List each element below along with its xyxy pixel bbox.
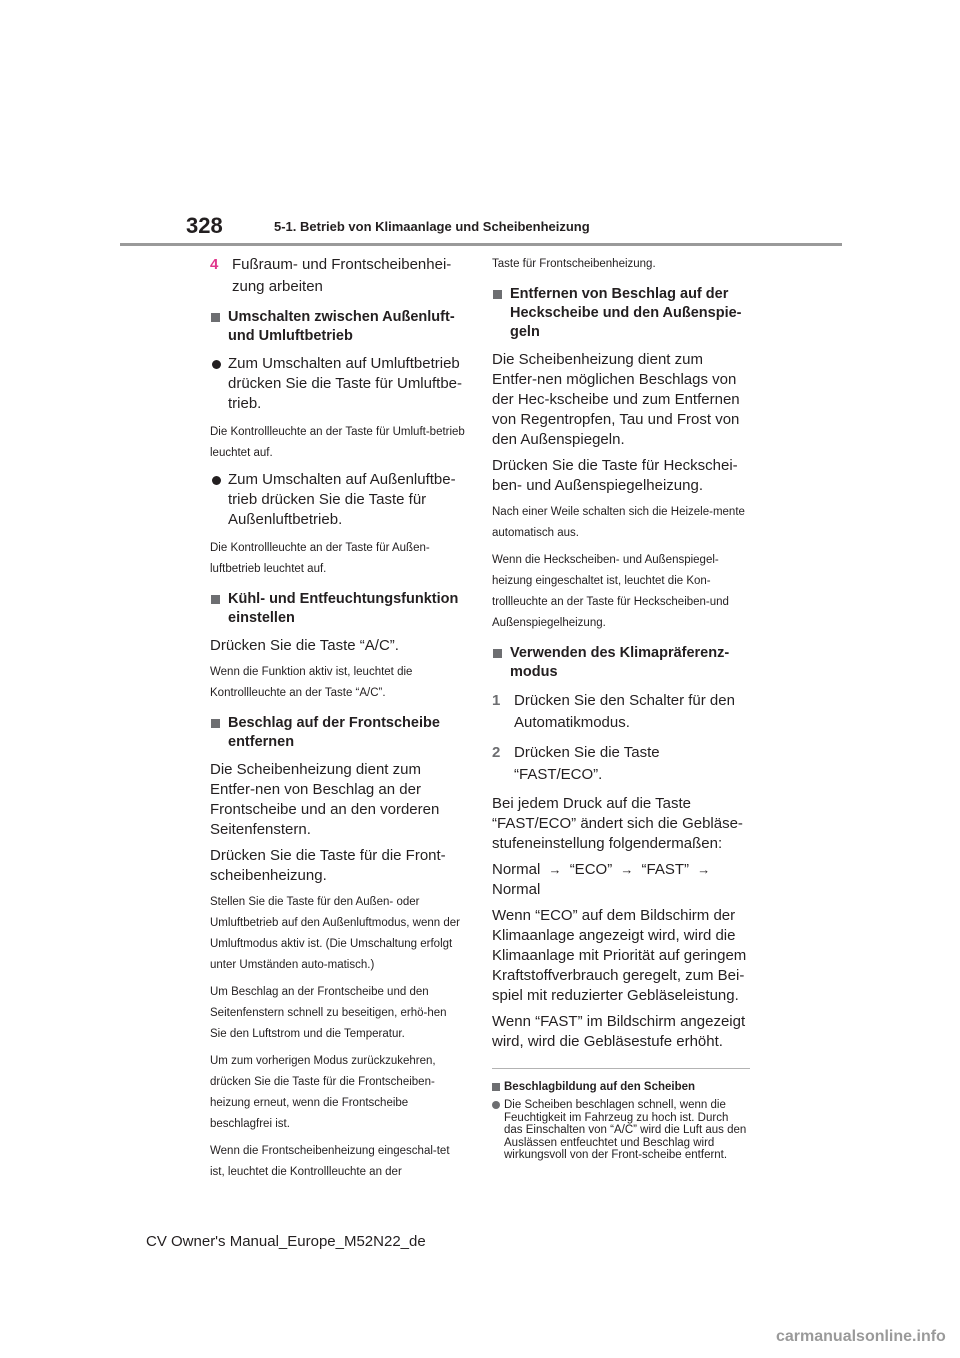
note-front-2: Um Beschlag an der Frontscheibe und den Seitenfenstern schnell zu beseitigen, erhö-hen Sie den Luftstrom und die Temperatur. <box>210 986 447 1040</box>
step-number: 4 <box>210 256 219 273</box>
step-number: 2 <box>492 744 501 761</box>
note-heck-1: Nach einer Weile schalten sich die Heizele-mente automatisch aus. <box>492 506 745 539</box>
para-heck-1: Die Scheibenheizung dient zum Entfer-nen möglichen Beschlags von der Hec-kscheibe und zum Entfernen von Regentropfen, Tau und Frost von den Außenspiegeln. <box>492 351 740 448</box>
step-1 <box>492 690 750 734</box>
step-text: Fußraum- und Frontscheibenhei-zung arbeiten <box>232 256 452 295</box>
heading-text: Umschalten zwischen Außenluft- und Umluftbetrieb <box>228 309 455 344</box>
square-bullet-icon <box>211 595 220 604</box>
note-front-1: Stellen Sie die Taste für den Außen- oder Umluftbetrieb auf den Außenluftmodus, wenn der Umluftmodus aktiv ist. (Die Umschaltung erfolgt unter Umständen auto-matisch.) <box>210 896 460 971</box>
heading-frontscheibe <box>210 714 466 752</box>
section-title: 5-1. Betrieb von Klimaanlage und Scheibenheizung <box>274 219 590 234</box>
square-bullet-icon <box>493 290 502 299</box>
note-front-4: Wenn die Frontscheibenheizung eingeschal-tet ist, leuchtet die Kontrollleuchte an der <box>210 1145 450 1178</box>
para-front-2: Drücken Sie die Taste für die Front-scheibenheizung. <box>210 847 446 884</box>
heading-text: Entfernen von Beschlag auf der Heckscheibe und den Außenspie-geln <box>510 286 742 340</box>
para-front-1: Die Scheibenheizung dient zum Entfer-nen von Beschlag an der Frontscheibe und an den vorderen Seitenfenstern. <box>210 761 440 838</box>
bullet-text: Die Scheiben beschlagen schnell, wenn die Feuchtigkeit im Fahrzeug zu hoch ist. Durch das Einschalten von “A/C” wird die Luft aus den Auslässen entfeuchtet und Beschlag wird wirkungsvoll von der Front-scheibe entfernt. <box>504 1099 747 1161</box>
note-aussenluft: Die Kontrollleuchte an der Taste für Außen-luftbetrieb leuchtet auf. <box>210 542 430 575</box>
mode-normal-end: Normal <box>492 881 541 898</box>
watermark-link[interactable]: carmanualsonline.info <box>776 1328 946 1345</box>
sidebar-heading <box>492 1079 750 1095</box>
mode-normal: Normal <box>492 861 541 878</box>
square-bullet-icon <box>493 649 502 658</box>
round-bullet-icon <box>212 476 221 485</box>
page-number: 328 <box>186 213 223 238</box>
heading-text: Kühl- und Entfeuchtungsfunktion einstellen <box>228 591 459 626</box>
square-bullet-icon <box>492 1083 500 1091</box>
heading-heckscheibe <box>492 285 750 342</box>
note-continued: Taste für Frontscheibenheizung. <box>492 258 656 270</box>
bullet-text: Zum Umschalten auf Umluftbetrieb drücken Sie die Taste für Umluftbe-trieb. <box>228 355 463 412</box>
page-header <box>0 0 960 250</box>
step-number: 1 <box>492 692 501 709</box>
mode-sequence <box>492 860 750 900</box>
arrow-right-icon: → <box>548 862 562 877</box>
heading-klimapraeferenz <box>492 644 750 682</box>
bullet-aussenluft <box>210 470 466 530</box>
footer-manual-id: CV Owner's Manual_Europe_M52N22_de <box>146 1233 426 1250</box>
heading-kuehl <box>210 590 466 628</box>
right-column <box>492 254 750 1162</box>
header-divider <box>120 243 842 246</box>
square-bullet-icon <box>211 719 220 728</box>
heading-umluft <box>210 308 466 346</box>
note-heck-2: Wenn die Heckscheiben- und Außenspiegel-heizung eingeschaltet ist, leuchtet die Kon-trollleuchte an der Taste für Heckscheiben-und Außenspiegelheizung. <box>492 554 729 629</box>
square-bullet-icon <box>211 313 220 322</box>
para-heck-2: Drücken Sie die Taste für Heckschei-ben- und Außenspiegelheizung. <box>492 457 738 494</box>
bullet-text: Zum Umschalten auf Außenluftbe-trieb drücken Sie die Taste für Außenluftbetrieb. <box>228 471 456 528</box>
step-4 <box>210 254 466 298</box>
sidebar-divider <box>492 1068 750 1069</box>
mode-eco: “ECO” <box>569 861 613 878</box>
note-kuehl: Wenn die Funktion aktiv ist, leuchtet die Kontrollleuchte an der Taste “A/C”. <box>210 666 413 699</box>
left-column <box>210 254 466 1189</box>
para-klima-2: Wenn “ECO” auf dem Bildschirm der Klimaanlage angezeigt wird, wird die Klimaanlage mit Priorität auf geringem Kraftstoffverbrauch geregelt, zum Bei-spiel mit reduzierter Gebläseleistung. <box>492 907 747 1004</box>
para-kuehl: Drücken Sie die Taste “A/C”. <box>210 637 399 654</box>
round-bullet-icon <box>212 360 221 369</box>
step-2 <box>492 742 750 786</box>
para-klima-3: Wenn “FAST” im Bildschirm angezeigt wird, wird die Gebläsestufe erhöht. <box>492 1013 746 1050</box>
note-front-3: Um zum vorherigen Modus zurückzukehren, drücken Sie die Taste für die Frontscheiben-heizung erneut, wenn die Frontscheibe beschlagfrei ist. <box>210 1055 436 1130</box>
bullet-umluft <box>210 354 466 414</box>
arrow-right-icon: → <box>697 862 711 877</box>
heading-text: Beschlagbildung auf den Scheiben <box>504 1081 696 1093</box>
step-text: Drücken Sie den Schalter für den Automatikmodus. <box>514 692 735 731</box>
heading-text: Beschlag auf der Frontscheibe entfernen <box>228 715 440 750</box>
heading-text: Verwenden des Klimapräferenz-modus <box>510 645 730 680</box>
step-text: Drücken Sie die Taste “FAST/ECO”. <box>514 744 660 783</box>
arrow-right-icon: → <box>620 862 634 877</box>
mode-fast: “FAST” <box>641 861 690 878</box>
para-klima-1: Bei jedem Druck auf die Taste “FAST/ECO” ändert sich die Gebläse-stufeneinstellung folgendermaßen: <box>492 795 743 852</box>
round-bullet-icon <box>492 1101 500 1109</box>
note-umluft: Die Kontrollleuchte an der Taste für Umluft-betrieb leuchtet auf. <box>210 426 465 459</box>
sidebar-bullet <box>492 1099 750 1162</box>
